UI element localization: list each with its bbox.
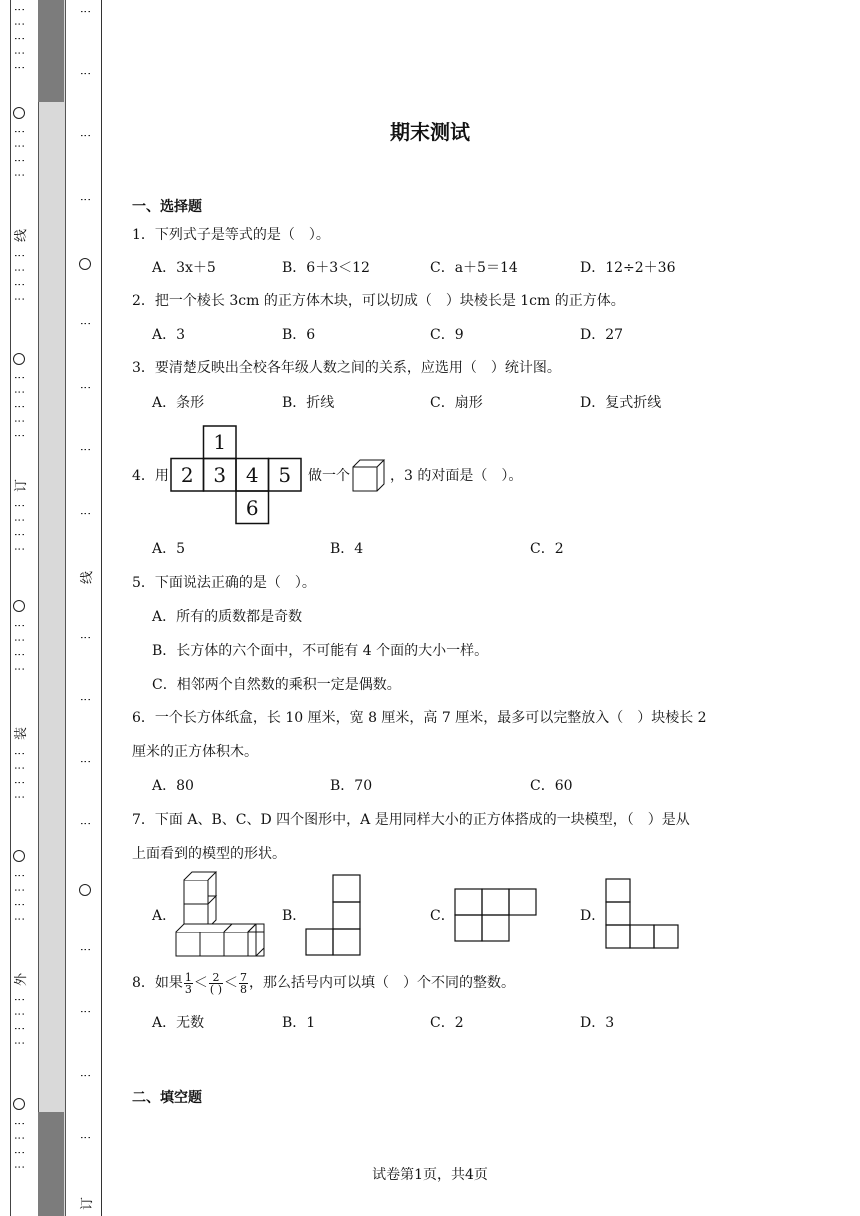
- model-d-figure: [605, 878, 681, 950]
- option-label: D．: [580, 908, 606, 924]
- question-stem: 1．下列式子是等式的是（ ）。: [132, 227, 330, 243]
- binding-circle: [13, 1098, 25, 1110]
- model-a-figure: [174, 870, 272, 960]
- net-face-2: 2: [180, 463, 194, 487]
- question-stem: 7．下面 A、B、C、D 四个图形中，A 是用同样大小的正方体搭成的一块模型，（ ）是从: [132, 812, 690, 828]
- question-stem: 8．如果 $\frac{1}{3}$ ＜ $\frac{2}{( )}$ ＜ $\frac{7}{8}$ ，那么括号内可以填（ ）个不同的整数。: [132, 970, 516, 996]
- section-heading: 二、填空题: [132, 1090, 202, 1106]
- option: C．2: [430, 1015, 464, 1031]
- question-stem: 6．一个长方体纸盒，长 10 厘米，宽 8 厘米，高 7 厘米，最多可以完整放入（ ）块棱长 2: [132, 710, 707, 726]
- fraction: $\frac{1}{3}$: [184, 970, 192, 996]
- fraction: $\frac{7}{8}$: [240, 970, 248, 996]
- section-heading: 一、选择题: [132, 199, 202, 215]
- net-face-4: 4: [245, 463, 259, 487]
- option: B．长方体的六个面中，不可能有 4 个面的大小一样。: [152, 643, 489, 659]
- option: D．27: [580, 327, 624, 343]
- option: A．5: [152, 541, 186, 557]
- question-stem-cont: 厘米的正方体积木。: [132, 744, 258, 760]
- option: B．6＋3＜12: [282, 260, 370, 276]
- option: B．折线: [282, 395, 335, 411]
- option: B．70: [330, 778, 373, 794]
- margin-mark-wai: 外: [14, 972, 30, 987]
- cube-net-figure: [170, 425, 306, 525]
- binding-circle: [13, 600, 25, 612]
- option: D．12÷2＋36: [580, 260, 676, 276]
- option: B．1: [282, 1015, 316, 1031]
- binding-circle: [79, 884, 91, 896]
- binding-circle: [79, 258, 91, 270]
- option: B．4: [330, 541, 364, 557]
- option-label: C．: [430, 908, 455, 924]
- option: C．扇形: [430, 395, 483, 411]
- option: D．3: [580, 1015, 615, 1031]
- option: C．相邻两个自然数的乘积一定是偶数。: [152, 677, 401, 693]
- option: A．无数: [152, 1015, 205, 1031]
- option-label: A．: [152, 908, 177, 924]
- margin-mark-xian: 线: [14, 228, 30, 243]
- model-c-figure: [454, 888, 538, 944]
- option: A．80: [152, 778, 194, 794]
- margin-mark-ding: 订: [14, 478, 30, 493]
- net-face-1: 1: [213, 430, 227, 454]
- binding-strip: [38, 0, 66, 1216]
- option: C．2: [530, 541, 564, 557]
- inner-mark-ding: 订: [80, 1196, 96, 1211]
- option: C．a＋5＝14: [430, 260, 518, 276]
- question-stem-prefix: 4．用: [132, 468, 169, 484]
- page-title: 期末测试: [390, 120, 470, 144]
- question-stem-suffix: ，3 的对面是（ ）。: [390, 468, 523, 484]
- inner-mark-xian: 线: [80, 570, 96, 585]
- net-face-6: 6: [245, 496, 259, 520]
- option: C．60: [530, 778, 573, 794]
- option-label: B．: [282, 908, 307, 924]
- option: A．条形: [152, 395, 205, 411]
- option: B．6: [282, 327, 316, 343]
- binding-circle: [13, 353, 25, 365]
- option: A．3: [152, 327, 186, 343]
- dot-column: ⋮ ⋮ ⋮ ⋮ ⋮: [13, 4, 26, 73]
- net-face-5: 5: [278, 463, 292, 487]
- net-face-3: 3: [213, 463, 227, 487]
- binding-circle: [13, 850, 25, 862]
- margin-mark-zhuang: 装: [14, 726, 30, 741]
- question-stem: 5．下面说法正确的是（ ）。: [132, 575, 316, 591]
- option: A．3x＋5: [152, 260, 216, 276]
- option: D．复式折线: [580, 395, 662, 411]
- question-stem: 3．要清楚反映出全校各年级人数之间的关系，应选用（ ）统计图。: [132, 360, 561, 376]
- question-stem-middle: 做一个: [308, 468, 350, 484]
- binding-strip-top-dark: [38, 0, 64, 102]
- question-stem-cont: 上面看到的模型的形状。: [132, 846, 286, 862]
- option: A．所有的质数都是奇数: [152, 609, 303, 625]
- model-b-figure: [305, 874, 363, 956]
- cube-icon: [352, 459, 386, 493]
- page-footer: 试卷第1页，共4页: [372, 1167, 488, 1183]
- option: C．9: [430, 327, 464, 343]
- fraction: $\frac{2}{( )}$: [209, 970, 223, 996]
- question-stem: 2．把一个棱长 3cm 的正方体木块，可以切成（ ）块棱长是 1cm 的正方体。: [132, 293, 625, 309]
